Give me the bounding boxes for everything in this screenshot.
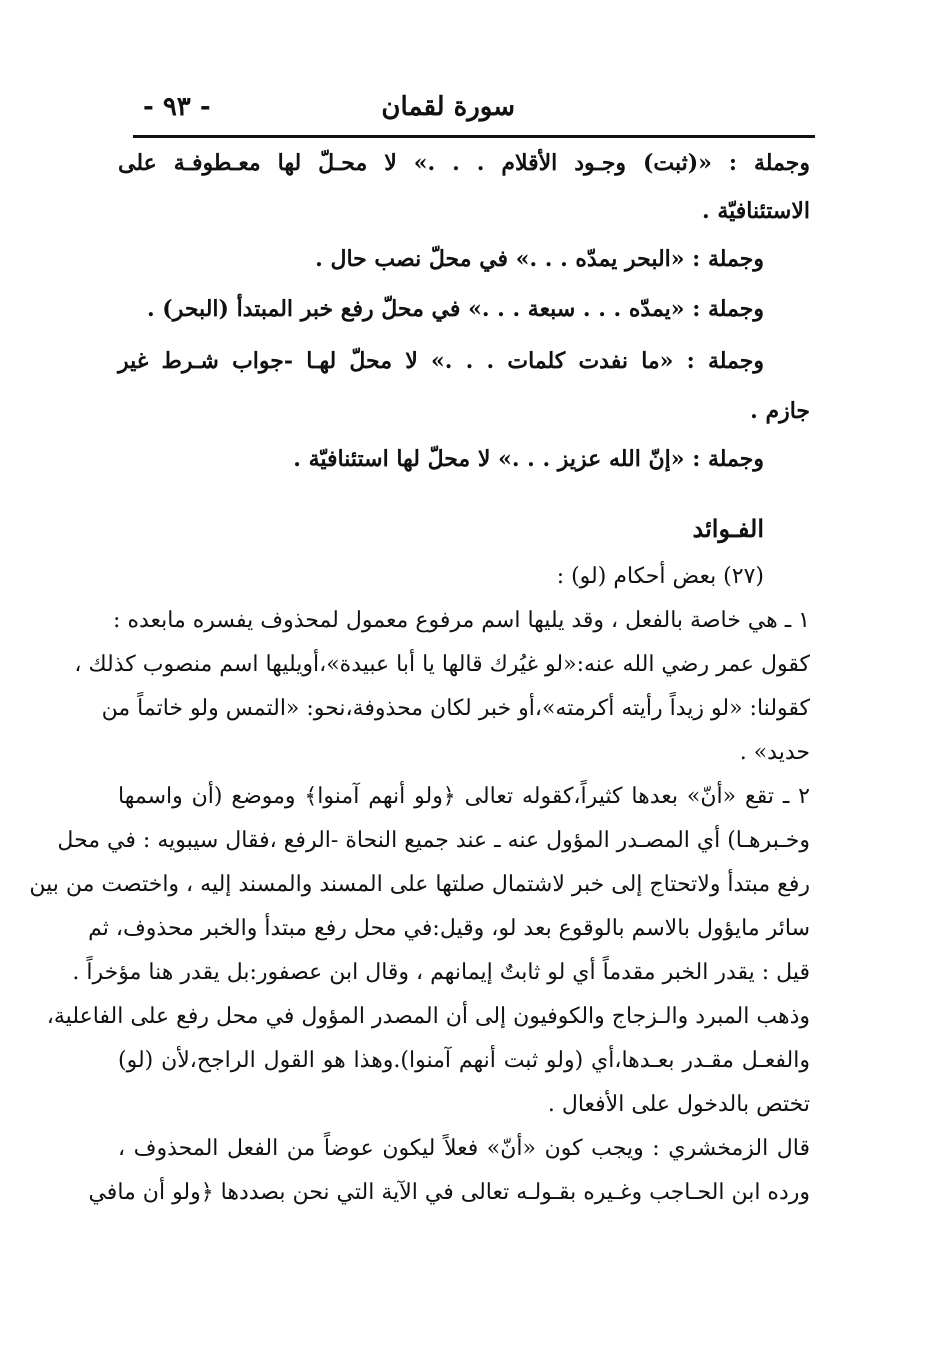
paragraph-line: رفع مبتدأ ولاتحتاج إلى خبر لاشتمال صلتها على المسند والمسند إليه ، واختصت من بين — [29, 872, 810, 897]
paragraph-line: ورده ابن الحـاجب وغـيره بقـولـه تعالى في الآية التي نحن بصددها ﴿ولو أن مافي — [88, 1180, 810, 1205]
header-rule — [133, 135, 815, 138]
paragraph-line: وخـبرهـا) أي المصـدر المؤول عنه ـ عند جميع النحاة -الرفع ،فقال سيبويه : في محل — [57, 828, 810, 853]
irab-line: الاستئنافيّة . — [702, 198, 810, 224]
paragraph-line: حديد» . — [739, 740, 810, 765]
subsection-title: (٢٧) بعض أحكام (لو) : — [556, 564, 764, 589]
paragraph-line: وذهب المبرد والـزجاج والكوفيون إلى أن المصدر المؤول في محل رفع على الفاعلية، — [46, 1004, 810, 1029]
irab-line: وجملة : «إنّ الله عزيز . . .» لا محلّ لها استئنافيّة . — [293, 446, 764, 472]
paragraph-line: قيل : يقدر الخبر مقدماً أي لو ثابتٌ إيمانهم ، وقال ابن عصفور:بل يقدر هنا مؤخراً . — [72, 960, 810, 985]
irab-line: وجملة : «البحر يمدّه . . .» في محلّ نصب حال . — [315, 246, 764, 272]
page-header — [133, 92, 815, 132]
paragraph-line: كقول عمر رضي الله عنه:«لو غيُرك قالها يا أبا عبيدة»،أويليها اسم منصوب كذلك ، — [74, 652, 810, 677]
paragraph-line: تختص بالدخول على الأفعال . — [547, 1092, 810, 1117]
paragraph-line: والفعـل مقـدر بعـدها،أي (ولو ثبت أنهم آمنوا).وهذا هو القول الراجح،لأن (لو) — [118, 1048, 810, 1073]
irab-line: وجملة : «يمدّه . . . سبعة . . .» في محلّ رفع خبر المبتدأ (البحر) . — [146, 296, 764, 322]
page-number: - ٩٣ - — [143, 92, 211, 122]
paragraph-line: ٢ ـ تقع «أنّ» بعدها كثيراً،كقوله تعالى ﴿ولو أنهم آمنوا﴾ وموضع (أن واسمها — [118, 784, 810, 809]
paragraph-line: قال الزمخشري : ويجب كون «أنّ» فعلاً ليكون عوضاً من الفعل المحذوف ، — [118, 1136, 810, 1161]
irab-line: وجملة : «(ثبت) وجـود الأقلام . . .» لا محـلّ لها معـطوفـة على — [118, 150, 810, 176]
section-heading: الفـوائد — [692, 514, 764, 543]
irab-line: وجملة : «ما نفدت كلمات . . .» لا محلّ لهـا -جواب شـرط غير — [118, 348, 764, 374]
paragraph-line: كقولنا: «لو زيداً رأيته أكرمته»،أو خبر لكان محذوفة،نحو: «التمس ولو خاتماً من — [101, 696, 810, 721]
paragraph-line: سائر مايؤول بالاسم بالوقوع بعد لو، وقيل:في محل رفع مبتدأ والخبر محذوف، ثم — [88, 916, 810, 941]
irab-line: جازم . — [750, 398, 810, 424]
paragraph-line: ١ ـ هي خاصة بالفعل ، وقد يليها اسم مرفوع معمول لمحذوف يفسره مابعده : — [113, 608, 810, 633]
surah-title: سورة لقمان — [381, 92, 515, 122]
